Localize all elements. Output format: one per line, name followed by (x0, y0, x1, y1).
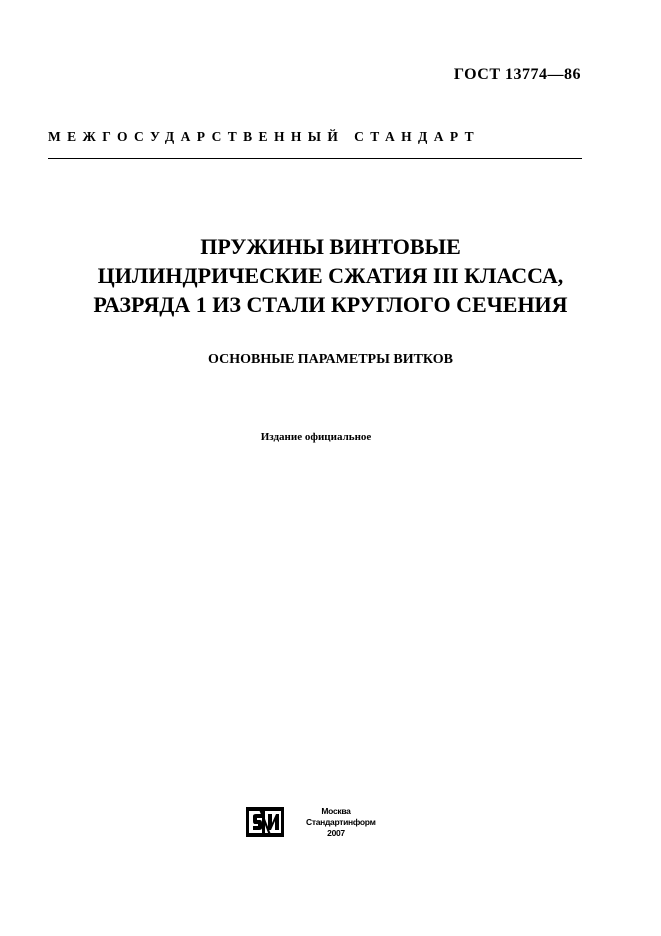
publisher-year: 2007 (327, 828, 345, 838)
document-subtitle: ОСНОВНЫЕ ПАРАМЕТРЫ ВИТКОВ (208, 352, 453, 367)
title-line-3: РАЗРЯДА 1 ИЗ СТАЛИ КРУГЛОГО СЕЧЕНИЯ (93, 292, 568, 317)
document-title (0, 232, 661, 319)
interstate-standard-label: МЕЖГОСУДАРСТВЕННЫЙ СТАНДАРТ (48, 129, 481, 144)
header-divider (48, 158, 582, 159)
publisher-name: Стандартинформ (306, 817, 376, 827)
standartinform-logo-icon (246, 807, 284, 837)
title-line-2: ЦИЛИНДРИЧЕСКИЕ СЖАТИЯ III КЛАССА, (97, 263, 564, 288)
publisher-city: Москва (321, 806, 351, 816)
title-line-1: ПРУЖИНЫ ВИНТОВЫЕ (200, 234, 461, 259)
publisher-block (306, 806, 376, 839)
edition-note: Издание официальное (260, 431, 372, 443)
standard-number: ГОСТ 13774—86 (453, 66, 581, 83)
